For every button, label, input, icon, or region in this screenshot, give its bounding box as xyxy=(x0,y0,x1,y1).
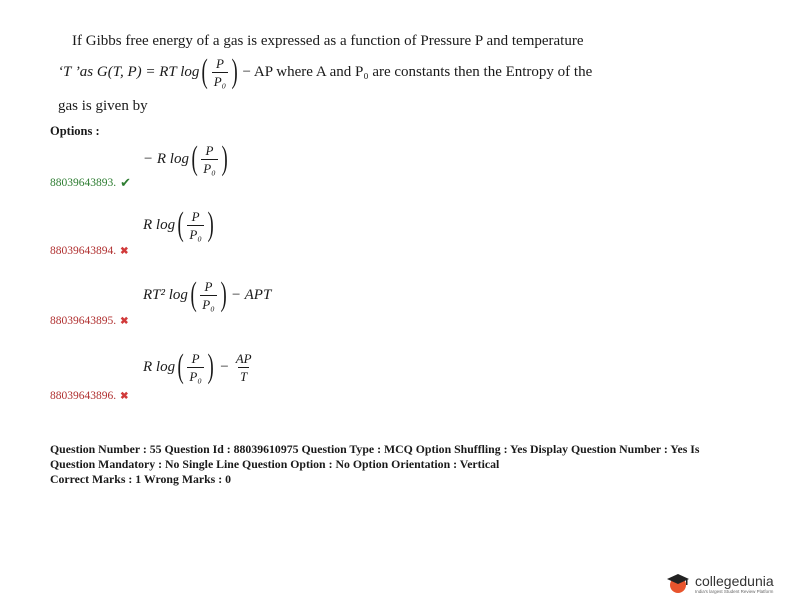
option-formula: − R log ( $\frac{P}{\text{P₀}}$ ) xyxy=(143,140,228,177)
brand-logo: collegedunia India's largest Student Review Platform xyxy=(665,572,774,594)
question-meta: Question Number : 55 Question Id : 88039610975 Question Type : MCQ Option Shuffling : Yes Display Question Number : Yes Is Question Mandatory : No Single Line Question Option : No Option Orientation : Vertical Correct Marks : 1 Wrong Marks : 0 xyxy=(50,442,700,486)
option-id[interactable]: 88039643893. ✔ xyxy=(50,175,132,190)
options-label: Options : xyxy=(50,124,100,138)
cross-icon: ✖ xyxy=(120,245,129,257)
pressure-ratio-fraction: $\frac{P}{\text{P₀}}$ xyxy=(213,55,227,89)
option-id[interactable]: 88039643896. ✖ xyxy=(50,390,129,402)
cross-icon: ✖ xyxy=(120,315,129,327)
option-formula: RT² log ( $\frac{P}{\text{P₀}}$ ) − APT xyxy=(143,276,272,313)
question-line-1: If Gibbs free energy of a gas is expressed as a function of Pressure P and temperature xyxy=(72,33,584,49)
option-formula: R log ( $\frac{P}{\text{P₀}}$ ) − $\frac{AP}{T}$ xyxy=(143,348,252,385)
option-id[interactable]: 88039643895. ✖ xyxy=(50,315,129,327)
option-id[interactable]: 88039643894. ✖ xyxy=(50,245,129,257)
question-line-3: gas is given by xyxy=(58,98,148,114)
question-line-2: ‘T ’as G(T, P) = RT log ( $\frac{P}{\text{P₀}}$ ) − AP where A and P₀ are constants then the Entropy of the xyxy=(58,53,593,90)
option-formula: R log ( $\frac{P}{\text{P₀}}$ ) xyxy=(143,206,214,243)
check-icon: ✔ xyxy=(120,175,132,190)
cross-icon: ✖ xyxy=(120,390,129,402)
graduation-cap-icon xyxy=(665,572,691,594)
